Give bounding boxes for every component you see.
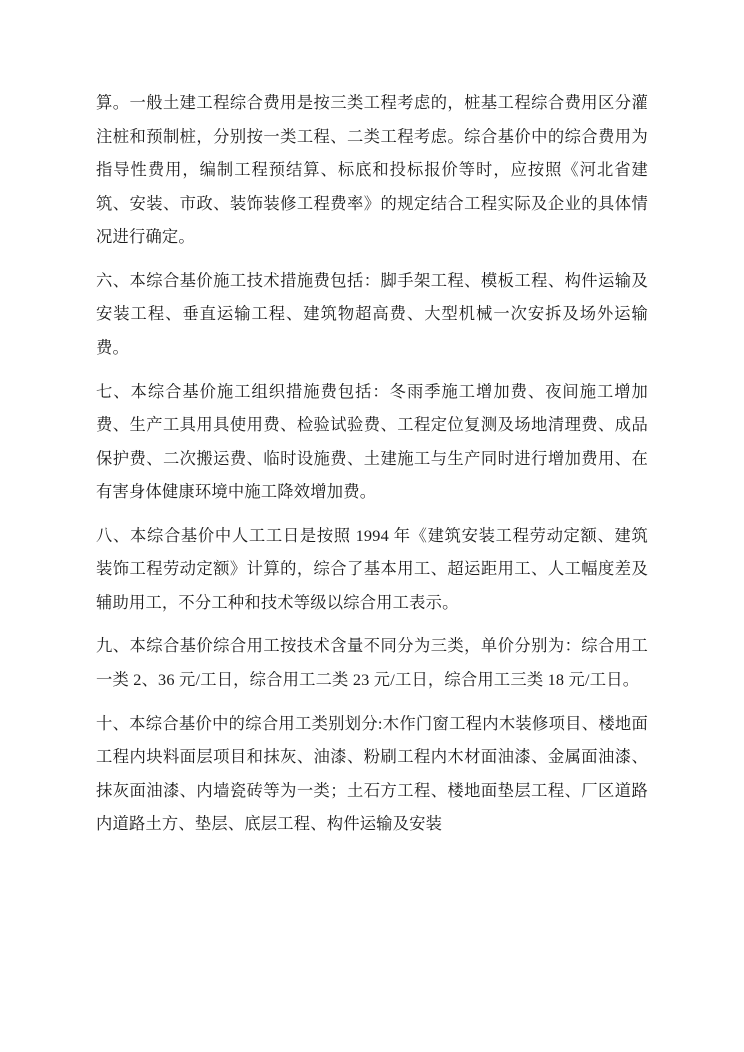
paragraph-6: 十、本综合基价中的综合用工类别划分:木作门窗工程内木装修项目、楼地面工程内块料面层项目和抹灰、油漆、粉刷工程内木材面油漆、金属面油漆、抹灰面油漆、内墙瓷砖等为一类；土石方工程、楼地面垫层工程、厂区道路内道路土方、垫层、底层工程、构件运输及安装 bbox=[96, 713, 648, 834]
paragraph-4: 八、本综合基价中人工工日是按照 1994 年《建筑安装工程劳动定额、建筑装饰工程劳动定额》计算的，综合了基本用工、超运距用工、人工幅度差及辅助用工，不分工种和技术等级以综合用工表示。 bbox=[96, 525, 648, 612]
paragraph-2: 六、本综合基价施工技术措施费包括：脚手架工程、模板工程、构件运输及安装工程、垂直运输工程、建筑物超高费、大型机械一次安拆及场外运输费。 bbox=[96, 270, 648, 357]
document-body bbox=[96, 86, 648, 841]
paragraph-5: 九、本综合基价综合用工按技术含量不同分为三类，单价分别为：综合用工一类 2、36 元/工日，综合用工二类 23 元/工日，综合用工三类 18 元/工日。 bbox=[96, 636, 648, 689]
paragraph-3: 七、本综合基价施工组织措施费包括：冬雨季施工增加费、夜间施工增加费、生产工具用具使用费、检验试验费、工程定位复测及场地清理费、成品保护费、二次搬运费、临时设施费、土建施工与生产同时进行增加费用、在有害身体健康环境中施工降效增加费。 bbox=[96, 381, 648, 502]
paragraph-1: 算。一般土建工程综合费用是按三类工程考虑的，桩基工程综合费用区分灌注桩和预制桩，分别按一类工程、二类工程考虑。综合基价中的综合费用为指导性费用，编制工程预结算、标底和投标报价等时，应按照《河北省建筑、安装、市政、装饰装修工程费率》的规定结合工程实际及企业的具体情况进行确定。 bbox=[96, 93, 648, 247]
